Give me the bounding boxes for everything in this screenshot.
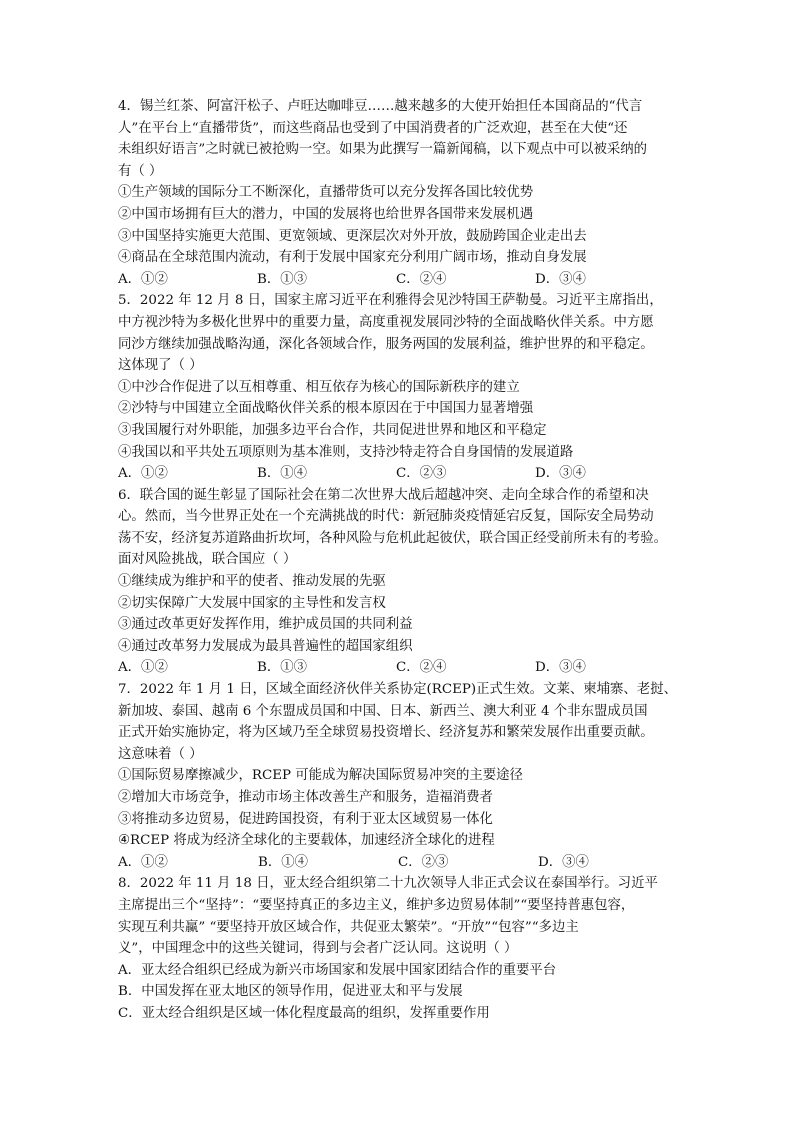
statement: ①中沙合作促进了以互相尊重、相互依存为核心的国际新秩序的建立 xyxy=(118,379,520,395)
stem-line: 中方视沙特为多极化世界中的重要力量，高度重视发展同沙特的全面战略伙伴关系。中方愿 xyxy=(118,314,654,330)
choice-d[interactable]: D．③④ xyxy=(535,466,586,482)
choice-c[interactable]: C．亚太经合组织是区域一体化程度最高的组织，发挥重要作用 xyxy=(118,1005,490,1021)
question-5 xyxy=(118,290,678,484)
statement: ①国际贸易摩擦减少，RCEP 可能成为解决国际贸易冲突的主要途径 xyxy=(118,768,523,784)
stem-line: 5．2022 年 12 月 8 日，国家主席习近平在利雅得会见沙特国王萨勒曼。习近平主席指出， xyxy=(118,293,663,309)
question-7 xyxy=(118,679,678,873)
choice-b[interactable]: B．①④ xyxy=(258,854,309,870)
stem-line: 未组织好语言”之时就已被抢购一空。如果为此撰写一篇新闻稿，以下观点中可以被采纳的 xyxy=(118,142,648,158)
choice-b[interactable]: B．①③ xyxy=(257,271,308,287)
choice-a[interactable]: A．①② xyxy=(118,271,168,287)
choice-b[interactable]: B．①③ xyxy=(257,660,308,676)
statement: ③通过改革更好发挥作用，维护成员国的共同利益 xyxy=(118,617,413,633)
question-stem xyxy=(118,873,678,959)
statement: ③中国坚持实施更大范围、更宽领域、更深层次对外开放，鼓励跨国企业走出去 xyxy=(118,228,587,244)
question-4 xyxy=(118,96,678,290)
answer-choices xyxy=(118,463,678,485)
question-stem xyxy=(118,96,678,182)
stem-line: 8．2022 年 11 月 18 日，亚太经合组织第二十九次领导人非正式会议在泰国举行。习近平 xyxy=(118,876,658,892)
statement: ③将推动多边贸易，促进跨国投资，有利于亚太区域贸易一体化 xyxy=(118,811,493,827)
statement: ④商品在全球范围内流动，有利于发展中国家充分利用广阔市场，推动自身发展 xyxy=(118,250,587,266)
stem-line: 这体现了（ ） xyxy=(118,358,203,374)
stem-line: 同沙方继续加强战略沟通，深化各领域合作，服务两国的发展利益，维护世界的和平稳定。 xyxy=(118,336,654,352)
choice-d[interactable]: D．③④ xyxy=(535,660,586,676)
stem-line: 新加坡、泰国、越南 6 个东盟成员国和中国、日本、新西兰、澳大利亚 4 个非东盟成员国 xyxy=(118,703,648,719)
choice-b[interactable]: B．①④ xyxy=(257,466,308,482)
stem-line: 实现互利共赢” “要坚持开放区域合作，共促亚太繁荣”。“开放”“包容”“多边主 xyxy=(118,919,579,935)
choice-a[interactable]: A．①② xyxy=(118,660,168,676)
statement: ④通过改革努力发展成为最具普遍性的超国家组织 xyxy=(118,638,413,654)
question-stem xyxy=(118,290,678,376)
statement: ④我国以和平共处五项原则为基本准则，支持沙特走符合自身国情的发展道路 xyxy=(118,444,574,460)
choice-a[interactable]: A．①② xyxy=(118,854,168,870)
question-stem xyxy=(118,679,678,765)
answer-choices xyxy=(118,852,678,874)
statement: ③我国履行对外职能，加强多边平台合作，共同促进世界和地区和平稳定 xyxy=(118,422,547,438)
answer-choices xyxy=(118,657,678,679)
choice-a[interactable]: A．①② xyxy=(118,466,168,482)
statement: ②增加大市场竞争，推动市场主体改善生产和服务，造福消费者 xyxy=(118,790,493,805)
stem-line: 心。然而，当今世界正处在一个充满挑战的时代：新冠肺炎疫情延宕反复，国际安全局势动 xyxy=(118,509,654,525)
question-stem xyxy=(118,485,678,571)
answer-choices xyxy=(118,269,678,291)
stem-line: 7．2022 年 1 月 1 日，区域全面经济伙伴关系协定(RCEP)正式生效。文莱、柬埔寨、老挝、 xyxy=(118,682,677,698)
exam-page xyxy=(118,96,678,1025)
stem-line: 人”在平台上“直播带货”，而这些商品也受到了中国消费者的广泛欢迎，甚至在大使“还 xyxy=(118,120,628,136)
statement: ④RCEP 将成为经济全球化的主要载体，加速经济全球化的进程 xyxy=(118,833,495,849)
stem-line: 正式开始实施协定，将为区域乃至全球贸易投资增长、经济复苏和繁荣发展作出重要贡献。 xyxy=(118,725,654,741)
choice-c[interactable]: C．②③ xyxy=(398,854,449,870)
stem-line: 6．联合国的诞生彰显了国际社会在第二次世界大战后超越冲突、走向全球合作的希望和决 xyxy=(118,487,649,503)
statement: ②沙特与中国建立全面战略伙伴关系的根本原因在于中国国力显著增强 xyxy=(118,401,534,417)
choice-c[interactable]: C．②③ xyxy=(396,466,447,482)
stem-line: 有（ ） xyxy=(118,163,163,179)
choice-c[interactable]: C．②④ xyxy=(396,271,447,287)
statement: ①继续成为维护和平的使者、推动发展的先驱 xyxy=(118,574,386,590)
stem-line: 主席提出三个“坚持”：“要坚持真正的多边主义，维护多边贸易体制”“要坚持普惠包容， xyxy=(118,897,635,913)
choice-c[interactable]: C．②④ xyxy=(396,660,447,676)
choice-b[interactable]: B．中国发挥在亚太地区的领导作用，促进亚太和平与发展 xyxy=(118,984,463,1000)
question-8 xyxy=(118,873,678,1024)
choice-a[interactable]: A．亚太经合组织已经成为新兴市场国家和发展中国家团结合作的重要平台 xyxy=(118,962,557,978)
stem-line: 这意味着（ ） xyxy=(118,746,203,762)
question-6 xyxy=(118,485,678,679)
statement: ②切实保障广大发展中国家的主导性和发言权 xyxy=(118,595,386,611)
stem-line: 荡不安，经济复苏道路曲折坎坷，各种风险与危机此起彼伏，联合国正经受前所未有的考验。 xyxy=(118,530,668,546)
choice-d[interactable]: D．③④ xyxy=(538,854,589,870)
statement: ①生产领域的国际分工不断深化，直播带货可以充分发挥各国比较优势 xyxy=(118,185,534,201)
stem-line: 义”，中国理念中的这些关键词，得到与会者广泛认同。这说明（ ） xyxy=(118,941,518,957)
stem-line: 4．锡兰红茶、阿富汗松子、卢旺达咖啡豆……越来越多的大使开始担任本国商品的“代言 xyxy=(118,99,643,114)
stem-line: 面对风险挑战，联合国应（ ） xyxy=(118,552,297,568)
statement: ②中国市场拥有巨大的潜力，中国的发展将也给世界各国带来发展机遇 xyxy=(118,206,534,222)
choice-d[interactable]: D．③④ xyxy=(535,271,586,287)
